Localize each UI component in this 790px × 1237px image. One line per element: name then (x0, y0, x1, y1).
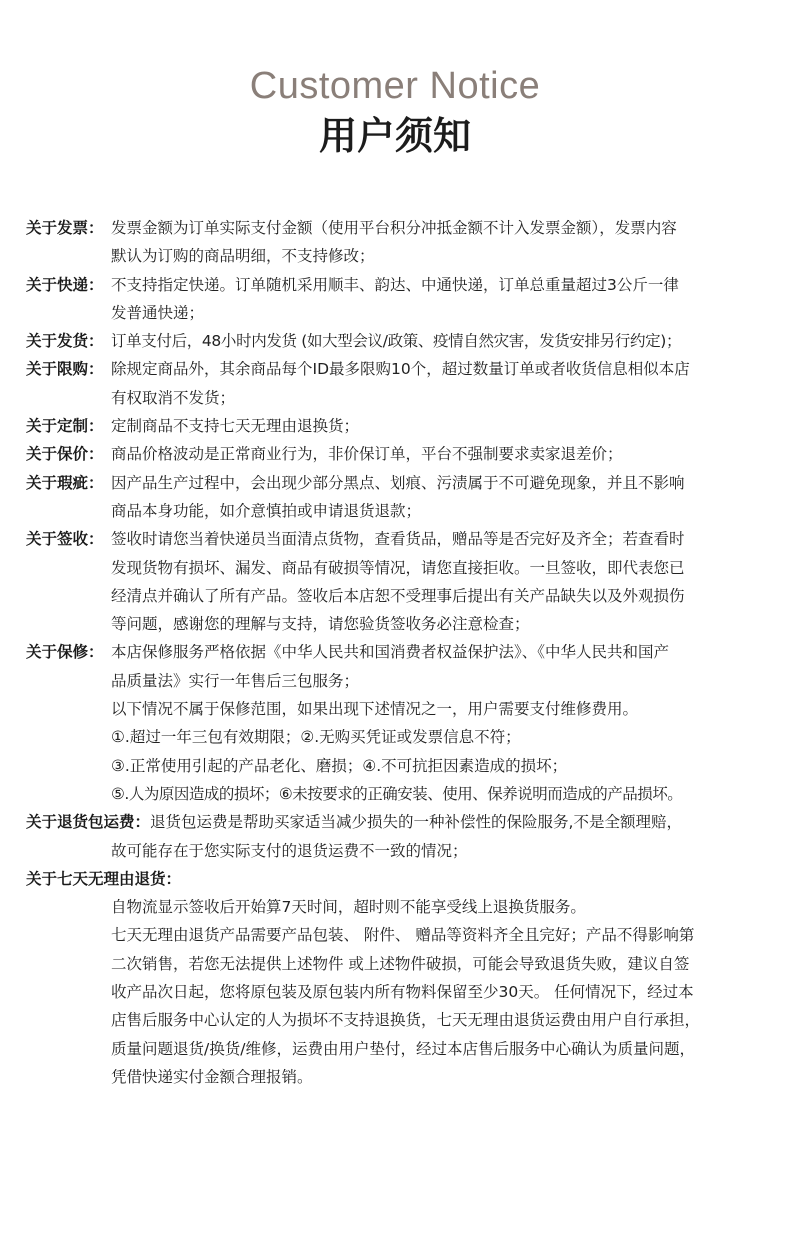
entry-label: 关于退货包运费： (26, 813, 151, 832)
entry-shipping (26, 327, 776, 355)
title-english: Customer Notice (249, 65, 541, 107)
entry-line: 等问题，感谢您的理解与支持，请您验货签收务必注意检查； (111, 615, 530, 634)
entry-line: 不支持指定快递。订单随机采用顺丰、韵达、中通快递，订单总重量超过3公斤一律 (111, 275, 679, 294)
entry-line: 因产品生产过程中，会出现少部分黑点、划痕、污渍属于不可避免现象，并且不影响 (111, 473, 685, 492)
entry-label: 关于发票： (26, 219, 104, 237)
entry-label: 关于快递： (26, 275, 104, 294)
entry-line: 故可能存在于您实际支付的退货运费不一致的情况； (111, 841, 468, 860)
entry-label: 关于签收： (26, 530, 104, 549)
entry-line: 以下情况不属于保修范围，如果出现下述情况之一，用户需要支付维修费用。 (111, 700, 639, 719)
entry-line: 本店保修服务严格依据《中华人民共和国消费者权益保护法》、《中华人民共和国产 (111, 643, 670, 662)
entry-line: ①.超过一年三包有效期限；②.无购买凭证或发票信息不符； (111, 728, 521, 747)
entry-line: 品质量法》实行一年售后三包服务； (111, 671, 360, 690)
entry-delivery-signing (26, 525, 776, 638)
entry-line: 二次销售，若您无法提供上述物件 或上述物件破损，可能会导致退货失败，建议自签 (111, 954, 690, 973)
entry-line: 发普通快递； (111, 303, 205, 322)
entry-line: 有权取消不发货； (111, 388, 236, 407)
entry-line: 默认为订购的商品明细，不支持修改； (111, 247, 375, 266)
entry-line: 凭借快递实付金额合理报销。 (111, 1067, 313, 1086)
entry-label: 关于七天无理由退货： (26, 869, 182, 888)
entry-label: 关于瑕疵： (26, 473, 104, 492)
entry-line: 发票金额为订单实际支付金额（使用平台积分冲抵金额不计入发票金额），发票内容 (111, 219, 677, 237)
entry-line: 定制商品不支持七天无理由退换货； (111, 417, 360, 436)
notice-list (26, 214, 776, 1091)
entry-line: 商品价格波动是正常商业行为，非价保订单，平台不强制要求卖家退差价； (111, 445, 623, 464)
entry-invoice (26, 214, 776, 271)
entry-line: 质量问题退货/换货/维修，运费由用户垫付，经过本店售后服务中心确认为质量问题， (111, 1039, 695, 1058)
entry-line: 收产品次日起，您将原包装及原包装内所有物料保留至少30天。 任何情况下，经过本 (111, 983, 694, 1002)
entry-line: 发现货物有损坏、漏发、商品有破损等情况，请您直接拒收。一旦签收，即代表您已 (111, 558, 685, 577)
entry-line: ③.正常使用引起的产品老化、磨损；④.不可抗拒因素造成的损坏； (111, 756, 568, 775)
entry-label: 关于限购： (26, 360, 104, 379)
entry-price-protection (26, 440, 776, 468)
entry-defects (26, 469, 776, 526)
entry-label: 关于保修： (26, 643, 104, 662)
entry-label: 关于发货： (26, 332, 104, 351)
entry-line: 自物流显示签收后开始算7天时间，超时则不能享受线上退换货服务。 (111, 898, 586, 917)
entry-line: 订单支付后，48小时内发货 (如大型会议/政策、疫情自然灾害，发货安排另行约定)； (111, 332, 682, 351)
entry-line: 经清点并确认了所有产品。签收后本店恕不受理事后提出有关产品缺失以及外观损伤 (111, 586, 685, 605)
entry-express (26, 271, 776, 328)
entry-label: 关于保价： (26, 445, 104, 464)
entry-warranty (26, 638, 776, 808)
entry-line: 商品本身功能，如介意慎拍或申请退货退款； (111, 501, 422, 520)
entry-line: 店售后服务中心认定的人为损坏不支持退换货，七天无理由退货运费由用户自行承担， (111, 1011, 701, 1030)
entry-return-shipping-insurance (26, 808, 776, 865)
entry-line: 退货包运费是帮助买家适当减少损失的一种补偿性的保险服务,不是全额理赔， (150, 813, 682, 832)
entry-custom (26, 412, 776, 440)
entry-line: 除规定商品外，其余商品每个ID最多限购10个，超过数量订单或者收货信息相似本店 (111, 360, 690, 379)
entry-purchase-limit (26, 355, 776, 412)
entry-label: 关于定制： (26, 417, 104, 436)
entry-line: 签收时请您当着快递员当面清点货物，查看货品，赠品等是否完好及齐全；若查看时 (111, 530, 685, 549)
entry-line: 七天无理由退货产品需要产品包装、 附件、 赠品等资料齐全且完好；产品不得影响第 (111, 926, 695, 945)
entry-seven-day-return (26, 865, 776, 1091)
entry-line: ⑤.人为原因造成的损坏；⑥未按要求的正确安装、使用、保养说明而造成的产品损坏。 (111, 784, 683, 803)
notice-header (0, 64, 790, 162)
title-chinese: 用户须知 (318, 114, 471, 158)
